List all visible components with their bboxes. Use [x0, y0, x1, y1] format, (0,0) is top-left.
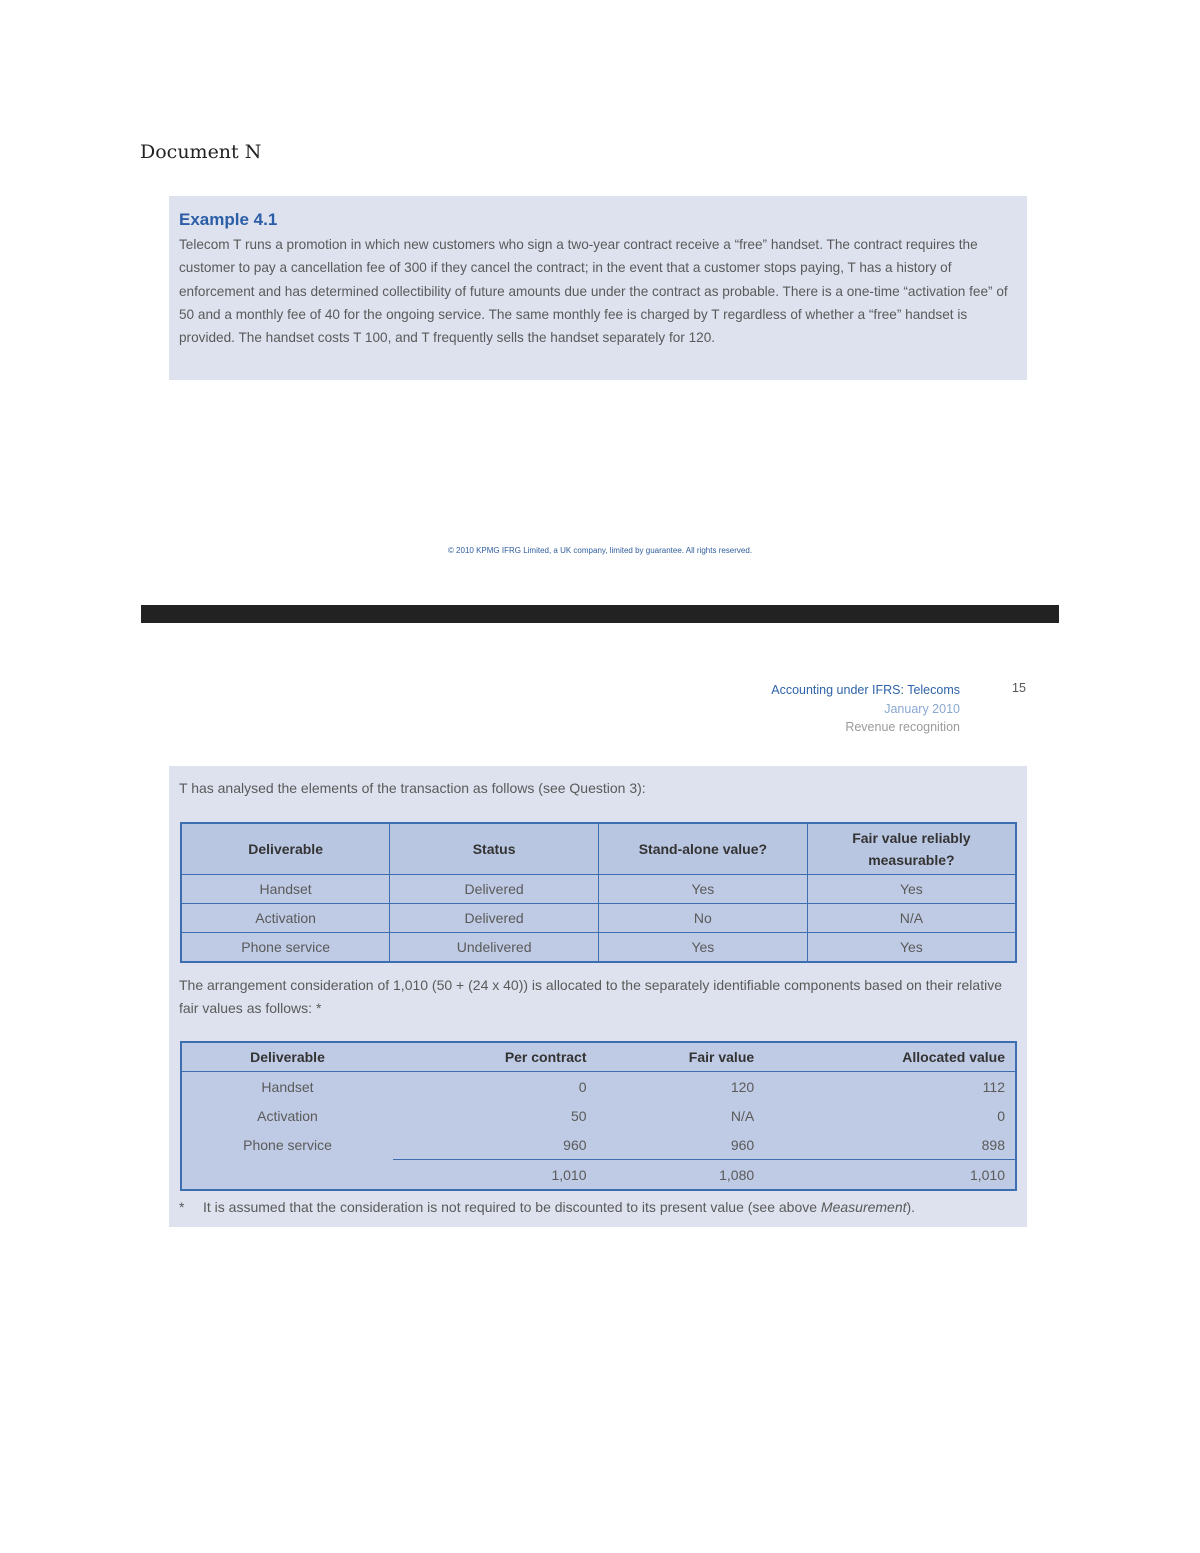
allocation-text: The arrangement consideration of 1,010 (50 + (24 x 40)) is allocated to the separately identifiable components based on their relative fair values as follows: * [179, 977, 1002, 1016]
table-row [181, 1130, 1016, 1160]
column-header: Stand-alone value? [599, 823, 808, 875]
footnote [179, 1199, 915, 1215]
running-header [771, 681, 960, 737]
column-header: Allocated value [764, 1042, 1016, 1072]
column-header: Status [390, 823, 599, 875]
table-cell: 50 [570, 1107, 587, 1124]
footnote-marker: * [179, 1199, 185, 1215]
header-date: January 2010 [884, 701, 960, 716]
table-cell: Handset [261, 1078, 314, 1095]
table-cell: Handset [181, 875, 390, 904]
document-label: Document N [140, 141, 262, 163]
table-cell: Yes [599, 933, 808, 963]
header-title: Accounting under IFRS: Telecoms [771, 683, 960, 697]
column-header: Deliverable [181, 823, 390, 875]
table-cell: N/A [807, 904, 1016, 933]
table-cell: No [599, 904, 808, 933]
table-cell: Yes [807, 875, 1016, 904]
elements-table [180, 822, 1017, 963]
table-cell [181, 1160, 393, 1191]
footnote-suffix: ). [906, 1199, 916, 1215]
column-header: Per contract [393, 1042, 597, 1072]
table-cell: N/A [730, 1107, 755, 1124]
example-title: Example 4.1 [179, 210, 278, 229]
analysis-panel [169, 766, 1027, 1227]
table-cell: 898 [764, 1130, 1016, 1160]
footnote-text: It is assumed that the consideration is not required to be discounted to its present value (see above [203, 1199, 821, 1215]
table-header-row [181, 823, 1016, 875]
page-number: 15 [1012, 681, 1026, 695]
table-cell: 120 [730, 1078, 755, 1095]
table-cell: Delivered [390, 875, 599, 904]
table-cell: 0 [997, 1107, 1005, 1124]
table-cell: 960 [393, 1130, 597, 1160]
footnote-emphasis: Measurement [820, 1199, 907, 1215]
table-row [181, 1072, 1016, 1102]
table-row [181, 904, 1016, 933]
table-cell: Yes [599, 875, 808, 904]
column-header: Fair value reliably measurable? [807, 823, 1016, 875]
page-separator [141, 605, 1059, 623]
example-text: Telecom T runs a promotion in which new customers who sign a two-year contract receive a “free” handset. The contract requires the customer to pay a cancellation fee of 300 if they cancel the contract; in the event that a customer stops paying, T has a history of enforcement and has determined collectibility of future amounts due under the contract as probable. There is a one-time “activation fee” of 50 and a monthly fee of 40 for the ongoing service. The same monthly fee is charged by T regardless of whether a “free” handset is provided. The handset costs T 100, and T frequently sells the handset separately for 120. [179, 237, 1008, 346]
table-cell: Delivered [390, 904, 599, 933]
total-cell: 1,080 [719, 1166, 755, 1183]
allocation-table [180, 1041, 1017, 1191]
header-section: Revenue recognition [845, 720, 960, 734]
copyright-notice: © 2010 KPMG IFRG Limited, a UK company, limited by guarantee. All rights reserved. [447, 546, 753, 555]
table-cell: Phone service [243, 1136, 332, 1153]
column-header: Deliverable [181, 1042, 393, 1072]
table-cell: 960 [597, 1130, 765, 1160]
table-row [181, 1101, 1016, 1130]
table-cell: Activation [257, 1107, 318, 1124]
intro-text: T has analysed the elements of the transaction as follows (see Question 3): [179, 780, 646, 796]
table-cell: 0 [578, 1078, 587, 1095]
table-cell: 112 [982, 1078, 1005, 1095]
table-row [181, 875, 1016, 904]
table-cell: Yes [807, 933, 1016, 963]
table-cell: Phone service [181, 933, 390, 963]
table-cell: Undelivered [390, 933, 599, 963]
table-header-row [181, 1042, 1016, 1072]
table-row [181, 933, 1016, 963]
totals-row [181, 1160, 1016, 1191]
total-cell: 1,010 [969, 1166, 1005, 1183]
total-cell: 1,010 [551, 1166, 587, 1183]
column-header: Fair value [597, 1042, 765, 1072]
example-box [169, 196, 1027, 380]
table-cell: Activation [181, 904, 390, 933]
